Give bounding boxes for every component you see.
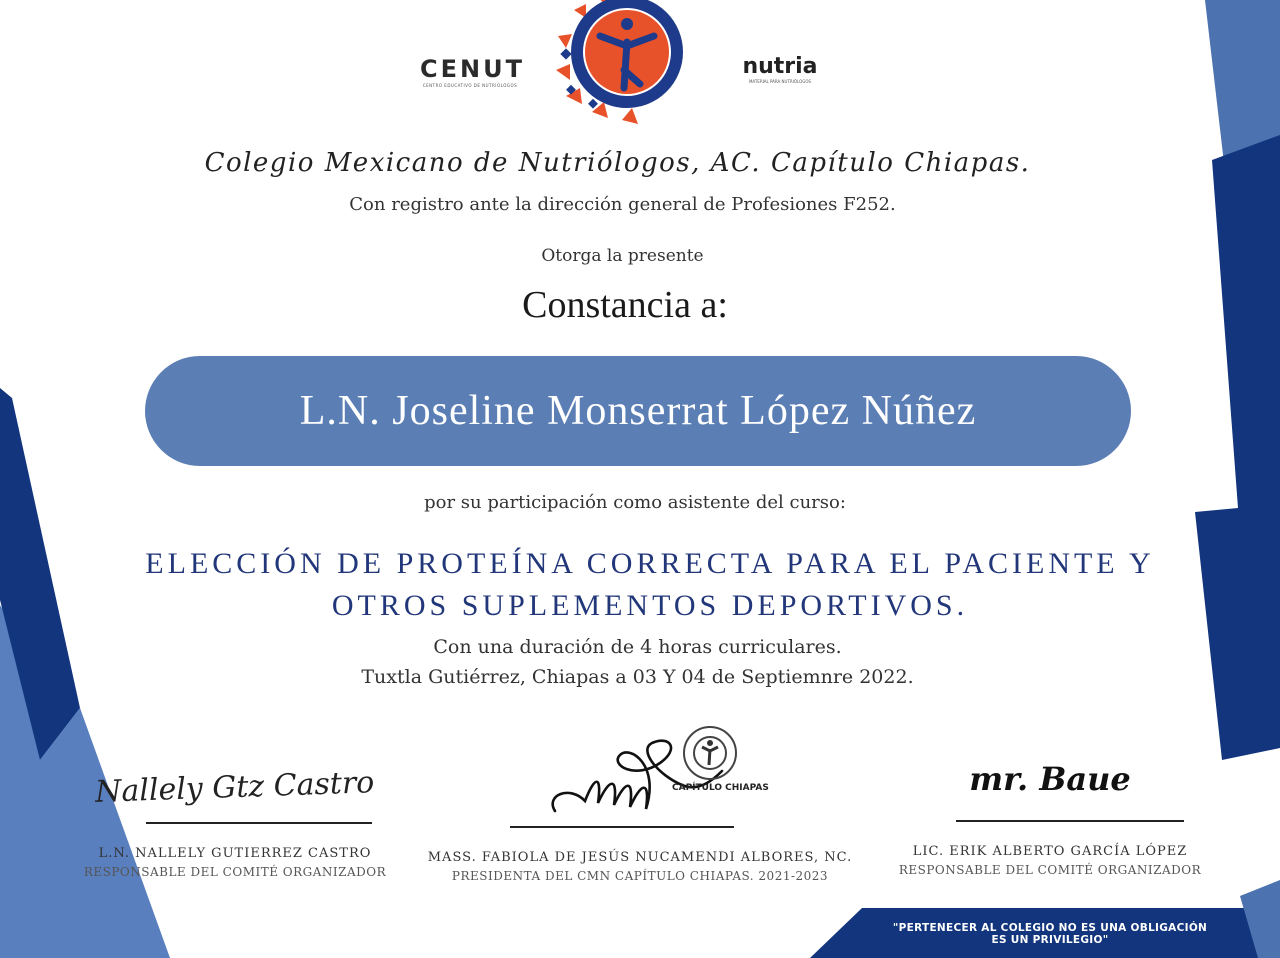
signature-3-handwriting: mr. Baue bbox=[969, 760, 1131, 798]
signature-block-3 bbox=[890, 760, 1210, 877]
cenut-logo-subtitle: CENTRO EDUCATIVO DE NUTRIÓLOGOS bbox=[422, 83, 518, 88]
course-title-line-2: OTROS SUPLEMENTOS DEPORTIVOS. bbox=[331, 589, 969, 622]
logos-row bbox=[0, 0, 1280, 130]
signature-2-name: MASS. FABIOLA DE JESÚS NUCAMENDI ALBORES, NC. bbox=[427, 850, 853, 865]
place-date-line: Tuxtla Gutiérrez, Chiapas a 03 Y 04 de Septiemnre 2022. bbox=[361, 666, 914, 688]
signature-1-name: L.N. NALLELY GUTIERREZ CASTRO bbox=[98, 846, 372, 861]
course-details bbox=[0, 632, 1275, 692]
recipient-name: L.N. Joseline Monserrat López Núñez bbox=[299, 388, 977, 434]
recipient-banner bbox=[145, 356, 1131, 466]
cmn-seal-logo bbox=[552, 0, 702, 128]
grants-line: Otorga la presente bbox=[541, 246, 704, 266]
organization-name: Colegio Mexicano de Nutriólogos, AC. Capítulo Chiapas. bbox=[204, 148, 1031, 178]
footer-motto-line-2: ES UN PRIVILEGIO" bbox=[991, 934, 1109, 946]
signature-2-line bbox=[510, 826, 734, 828]
cmn-stamp-icon bbox=[684, 727, 736, 779]
signature-3-role: RESPONSABLE DEL COMITÉ ORGANIZADOR bbox=[898, 863, 1202, 877]
signature-2-stamp-text: CAPÍTULO CHIAPAS bbox=[672, 783, 769, 793]
course-title-line-1: ELECCIÓN DE PROTEÍNA CORRECTA PARA EL PACIENTE Y bbox=[145, 547, 1155, 580]
signature-3-line bbox=[956, 820, 1184, 822]
signature-block-2 bbox=[420, 715, 860, 883]
duration-line: Con una duración de 4 horas curriculares. bbox=[433, 636, 842, 658]
signature-3-name: LIC. ERIK ALBERTO GARCÍA LÓPEZ bbox=[912, 844, 1188, 859]
signature-2-role: PRESIDENTA DEL CMN CAPÍTULO CHIAPAS. 2021-2023 bbox=[451, 869, 829, 883]
signature-2-handwriting-icon bbox=[420, 715, 860, 820]
certificate-title: Constancia a: bbox=[522, 284, 728, 326]
cenut-logo-name: CENUT bbox=[420, 55, 525, 83]
signature-1-handwriting: Nallely Gtz Castro bbox=[94, 765, 375, 810]
signature-1-role: RESPONSABLE DEL COMITÉ ORGANIZADOR bbox=[83, 865, 387, 879]
signature-block-1 bbox=[70, 765, 400, 879]
footer-motto-line-1: "PERTENECER AL COLEGIO NO ES UNA OBLIGACIÓN bbox=[892, 922, 1208, 934]
participation-line: por su participación como asistente del curso: bbox=[424, 492, 846, 513]
course-title bbox=[60, 543, 1240, 627]
signature-1-line bbox=[146, 822, 372, 824]
footer-motto bbox=[860, 922, 1240, 946]
nutria-logo-subtitle: MATERIAL PARA NUTRIÓLOGOS bbox=[748, 79, 812, 84]
registration-line: Con registro ante la dirección general de Profesiones F252. bbox=[349, 194, 896, 215]
nutria-logo bbox=[735, 54, 825, 84]
cenut-logo bbox=[420, 55, 525, 88]
nutria-logo-name: nutria bbox=[742, 54, 818, 79]
